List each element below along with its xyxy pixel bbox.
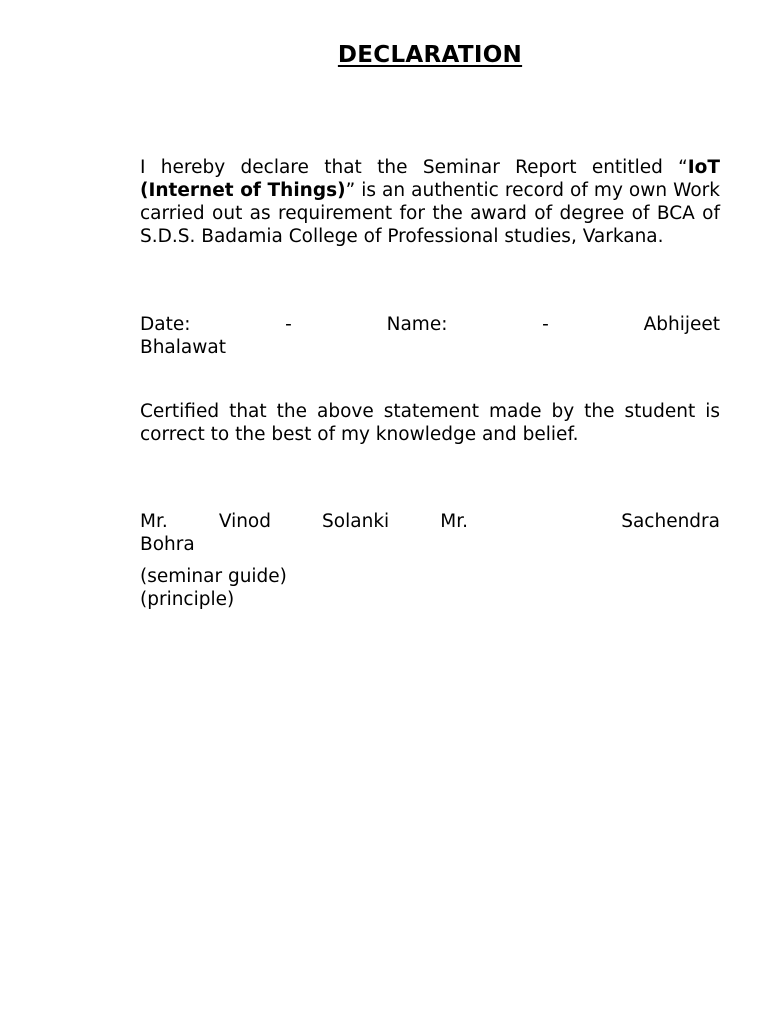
student-name-continued: Bhalawat — [140, 337, 226, 358]
declaration-text-start: I hereby declare that the Seminar Report entitled “ — [140, 157, 688, 178]
principal-role: (principle) — [140, 589, 235, 610]
date-name-line — [140, 313, 720, 336]
guide-name: Mr. Vinod Solanki — [140, 511, 390, 532]
student-name-label: Name: - Abhijeet — [386, 314, 720, 335]
certification-paragraph: Certified that the above statement made by the student is correct to the best of my knowledge and belief. — [140, 401, 720, 445]
declaration-paragraph — [140, 156, 720, 248]
principal-name-continued: Bohra — [140, 534, 195, 555]
signatories-row — [140, 510, 720, 556]
signatory-roles — [140, 565, 720, 611]
declaration-text-end: ” is an authentic record of my own Work carried out as requirement for the award of degree of BCA of S.D.S. Badamia College of Professional studies, Varkana. — [140, 180, 721, 247]
report-title: IoT (Internet of Things) — [140, 157, 720, 201]
principal-name: Mr. Sachendra — [440, 511, 720, 532]
guide-role: (seminar guide) — [140, 566, 287, 587]
page-title: DECLARATION — [337, 42, 523, 68]
signatories-line — [140, 510, 720, 533]
date-label: Date: - — [140, 314, 292, 335]
date-name-row — [140, 313, 720, 359]
